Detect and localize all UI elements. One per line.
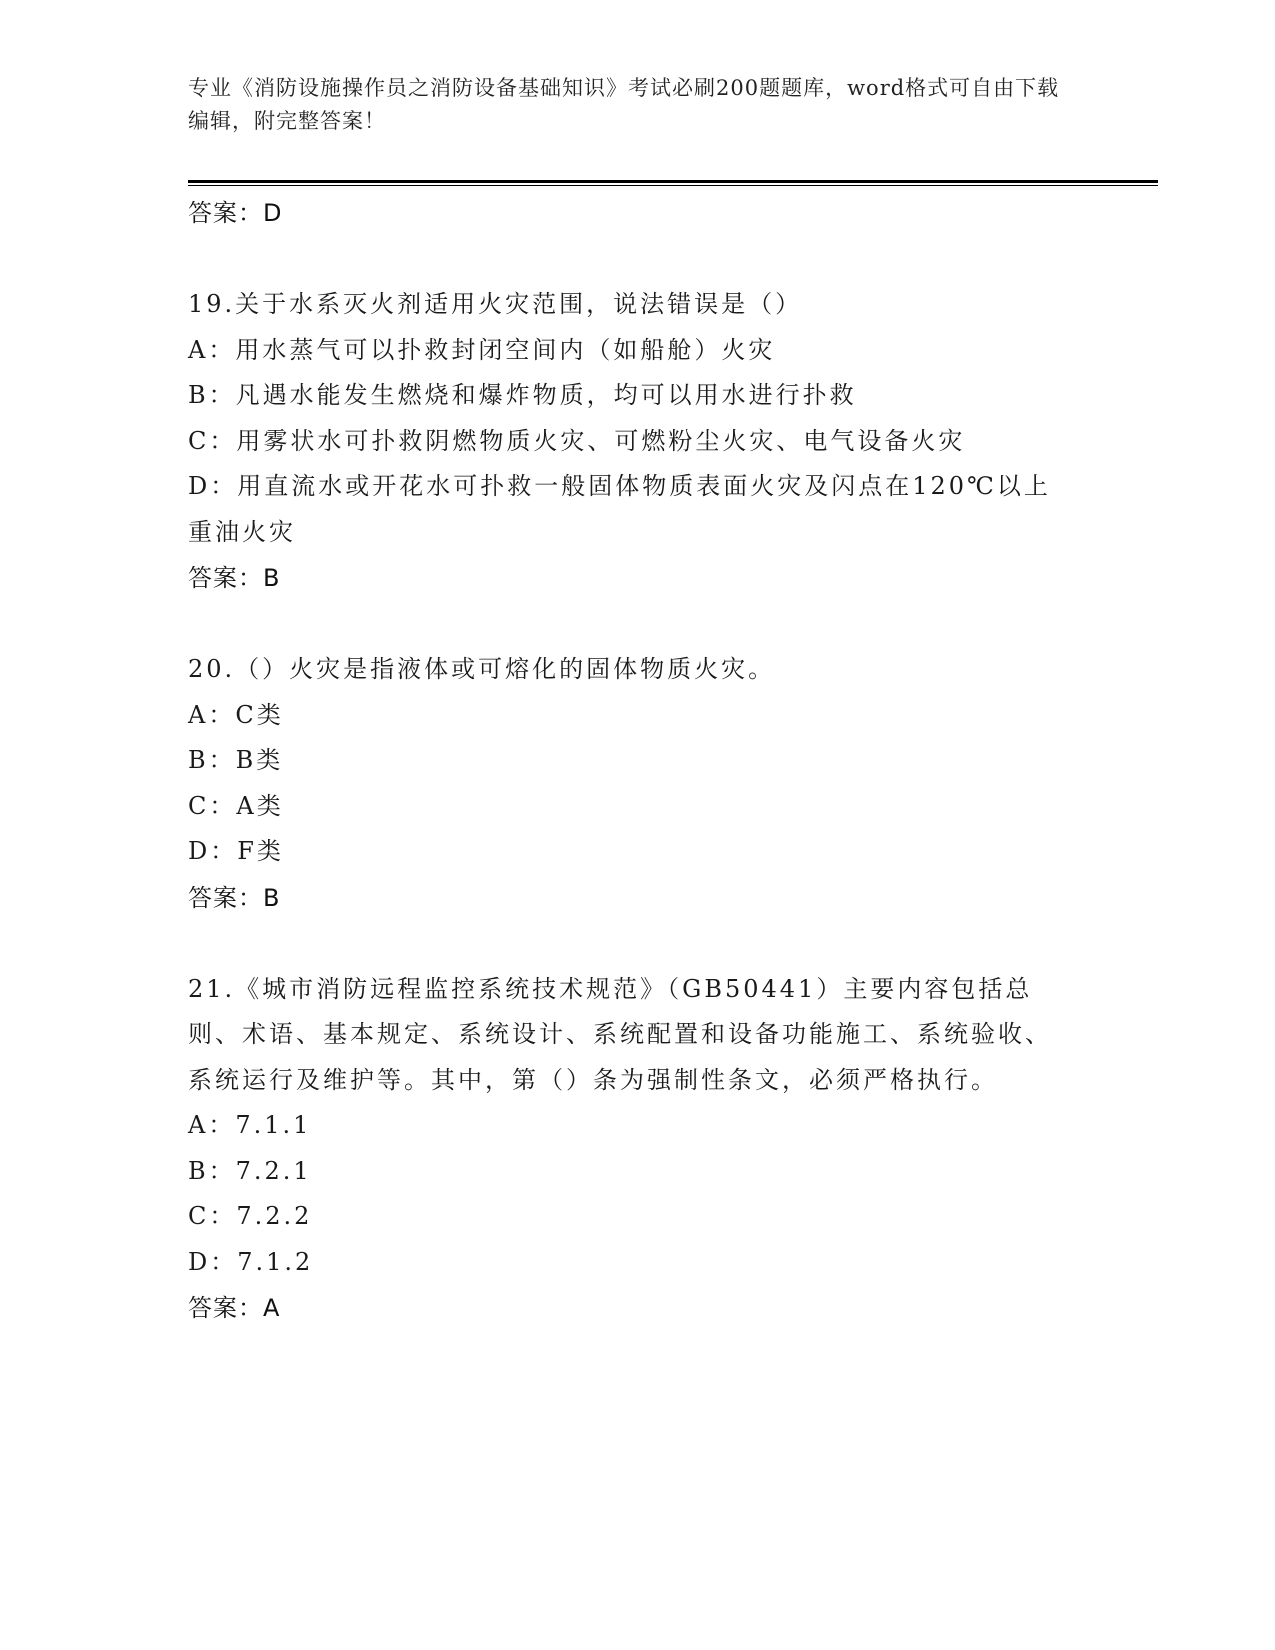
answer: 答案：A: [188, 1294, 281, 1322]
option-c: C：7.2.2: [188, 1202, 313, 1230]
option-c: C：A类: [188, 791, 284, 820]
question-19: [188, 282, 1068, 601]
question-stem: 20.（）火灾是指液体或可熔化的固体物质火灾。: [188, 655, 776, 683]
spacer: [188, 601, 1068, 647]
spacer: [188, 921, 1068, 967]
option-d: D：7.1.2: [188, 1247, 314, 1276]
question-21: [188, 967, 1068, 1332]
option-d: D：用直流水或开花水可扑救一般固体物质表面火灾及闪点在120℃以上重油火灾: [188, 472, 1051, 546]
answer: 答案：B: [188, 883, 281, 912]
answer: 答案：B: [188, 564, 281, 592]
previous-answer: 答案：D: [188, 199, 283, 227]
option-a: A：用水蒸气可以扑救封闭空间内（如船舱）火灾: [188, 335, 776, 364]
option-b: B：凡遇水能发生燃烧和爆炸物质，均可以用水进行扑救: [188, 381, 857, 409]
header-rule-thick: [188, 180, 1158, 183]
question-20: [188, 647, 1068, 921]
option-a: A：C类: [188, 700, 284, 729]
page-header: 专业《消防设施操作员之消防设备基础知识》考试必刷200题题库，word格式可自由下载编辑，附完整答案！: [188, 76, 1060, 133]
spacer: [188, 236, 1068, 282]
option-b: B：7.2.1: [188, 1156, 312, 1185]
option-d: D：F类: [188, 837, 284, 865]
question-stem: 21.《城市消防远程监控系统技术规范》（GB50441）主要内容包括总则、术语、基本规定、系统设计、系统配置和设备功能施工、系统验收、系统运行及维护等。其中，第（）条为强制性条文，必须严格执行。: [188, 974, 1052, 1094]
question-stem: 19.关于水系灭火剂适用火灾范围，说法错误是（）: [188, 290, 803, 318]
option-b: B：B类: [188, 746, 284, 774]
question-content: [188, 190, 1068, 1331]
option-c: C：用雾状水可扑救阴燃物质火灾、可燃粉尘火灾、电气设备火灾: [188, 426, 966, 455]
option-a: A：7.1.1: [188, 1111, 312, 1139]
header-rule-thin: [188, 185, 1158, 186]
